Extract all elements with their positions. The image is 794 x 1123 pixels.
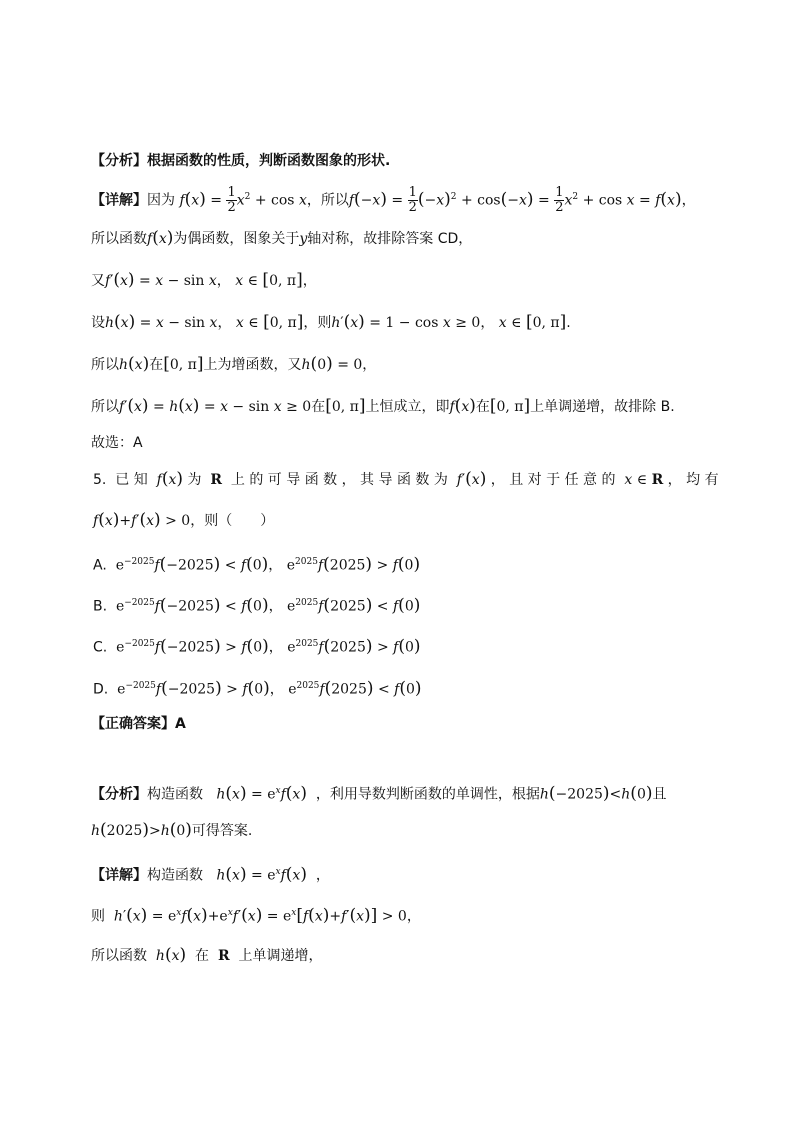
text: 因为	[147, 192, 175, 209]
option-label: D.	[93, 681, 109, 698]
detail-label: 【详解】	[91, 192, 147, 209]
option-label: B.	[93, 598, 108, 615]
text: 且	[652, 786, 667, 803]
text: 则	[91, 908, 105, 925]
text: ，所以	[306, 192, 349, 209]
option-label: C.	[93, 639, 108, 656]
detail-line-4: 设h(x) = x − sin x， x ∈ [0, π]，则h′(x) = 1 − cos x ≥ 0， x ∈ [0, π].	[91, 312, 571, 332]
text: 在	[475, 399, 490, 415]
detail-label: 【详解】	[91, 867, 147, 884]
option-b: B. $e^{-2025}f(-2025) < f(0)$， $e^{2025}f(2025) < f(0)$	[93, 595, 421, 616]
text: 设	[91, 315, 105, 331]
text: ， 且 对 于 任 意 的	[490, 472, 616, 488]
text: R	[217, 948, 230, 964]
text: R	[210, 472, 222, 488]
question-number: 5.	[93, 472, 107, 488]
correct-answer-line	[91, 714, 186, 734]
text: 上单调递增，故排除 B.	[530, 399, 675, 415]
detail-line-2: 所以函数f(x)为偶函数，图象关于y轴对称，故排除答案 CD，	[91, 228, 473, 248]
text: ，则	[303, 315, 332, 331]
choose-line	[91, 433, 143, 453]
option-d: D. $e^{-2025}f(-2025) > f(0)$， $e^{2025}f(2025) < f(0)$	[93, 678, 422, 699]
text: 在	[311, 399, 326, 415]
text: 在	[149, 357, 164, 373]
detail-line-3: 又f′(x) = x − sin x， x ∈ [0, π]，	[91, 270, 317, 290]
detail-line-1: 【详解】因为 f(x) = $\frac{1}{2}$ $x^2 + \cos x$，所以f(−x) = $\frac{1}{2}$ $(-x)^2 + \cos(-x)$ = $\frac{1}{2}$ $x^2 + \cos x = f(x)$，	[91, 185, 696, 215]
text: 所以	[91, 357, 119, 373]
option-label: A.	[93, 557, 107, 574]
correct-answer: 【正确答案】A	[91, 716, 186, 732]
text: 为偶函数，图象关于	[173, 231, 300, 247]
text: ，则（ ）	[190, 513, 275, 529]
analysis2-line-2: h(2025)>h(0)可得答案.	[91, 820, 253, 840]
text: 可得答案.	[191, 823, 253, 839]
text: 上单调递增，	[238, 948, 323, 964]
text: 轴对称，故排除答案 CD，	[307, 231, 473, 247]
text: 构造函数	[147, 786, 203, 803]
analysis-line	[91, 151, 390, 171]
text: 构造函数	[147, 867, 203, 884]
text: 上 的 可 导 函 数 ， 其 导 函 数 为	[230, 472, 448, 488]
analysis-text: 【分析】根据函数的性质，判断函数图象的形状.	[91, 153, 391, 169]
detail-line-6: 所以f′(x) = h(x) = x − sin x ≥ 0在[0, π]上恒成立，即f(x)在[0, π]上单调递增，故排除 B.	[91, 396, 675, 416]
analysis2-line-1: 【分析】构造函数 $h(x) = e^xf(x)$ ，利用导数判断函数的单调性，根据h(−2025)<h(0)且	[91, 783, 667, 804]
detail2-line-1: 【详解】构造函数 $h(x) = e^xf(x)$ ，	[91, 864, 330, 885]
option-a: A. $e^{-2025}f(-2025) < f(0)$， $e^{2025}f(2025) > f(0)$	[93, 554, 421, 575]
text: 所以	[91, 399, 119, 415]
question-5-line-1: 5. 已 知 f(x) 为 R 上 的 可 导 函 数 ， 其 导 函 数 为 f′(x) ， 且 对 于 任 意 的 x ∈ R ， 均 有	[93, 469, 719, 489]
text: 已 知	[115, 472, 148, 488]
text: 上为增函数，又	[203, 357, 302, 373]
text: 为	[187, 472, 202, 488]
detail-line-5: 所以h(x)在[0, π]上为增函数，又h(0) = 0，	[91, 354, 377, 374]
detail2-line-3: 所以函数 h(x) 在 R 上单调递增，	[91, 945, 323, 965]
text: 上恒成立，即	[365, 399, 450, 415]
answer-text: 故选：A	[91, 435, 143, 451]
text: ， 均 有	[667, 472, 719, 488]
detail2-line-2: 则 $h'(x) = e^xf(x)+e^xf'(x) = e^x[f(x)+f'(x)] > 0$，	[91, 905, 421, 926]
text: 又	[91, 273, 105, 289]
question-5-line-2: f(x)+f′(x) > 0，则（ ）	[93, 510, 275, 530]
text: 在	[195, 948, 210, 964]
text: 所以函数	[91, 231, 147, 247]
option-c: C. $e^{-2025}f(-2025) > f(0)$， $e^{2025}f(2025) > f(0)$	[93, 636, 421, 657]
text: 所以函数	[91, 948, 147, 964]
analysis-label: 【分析】	[91, 786, 147, 803]
text: ，利用导数判断函数的单调性，根据	[315, 786, 540, 803]
